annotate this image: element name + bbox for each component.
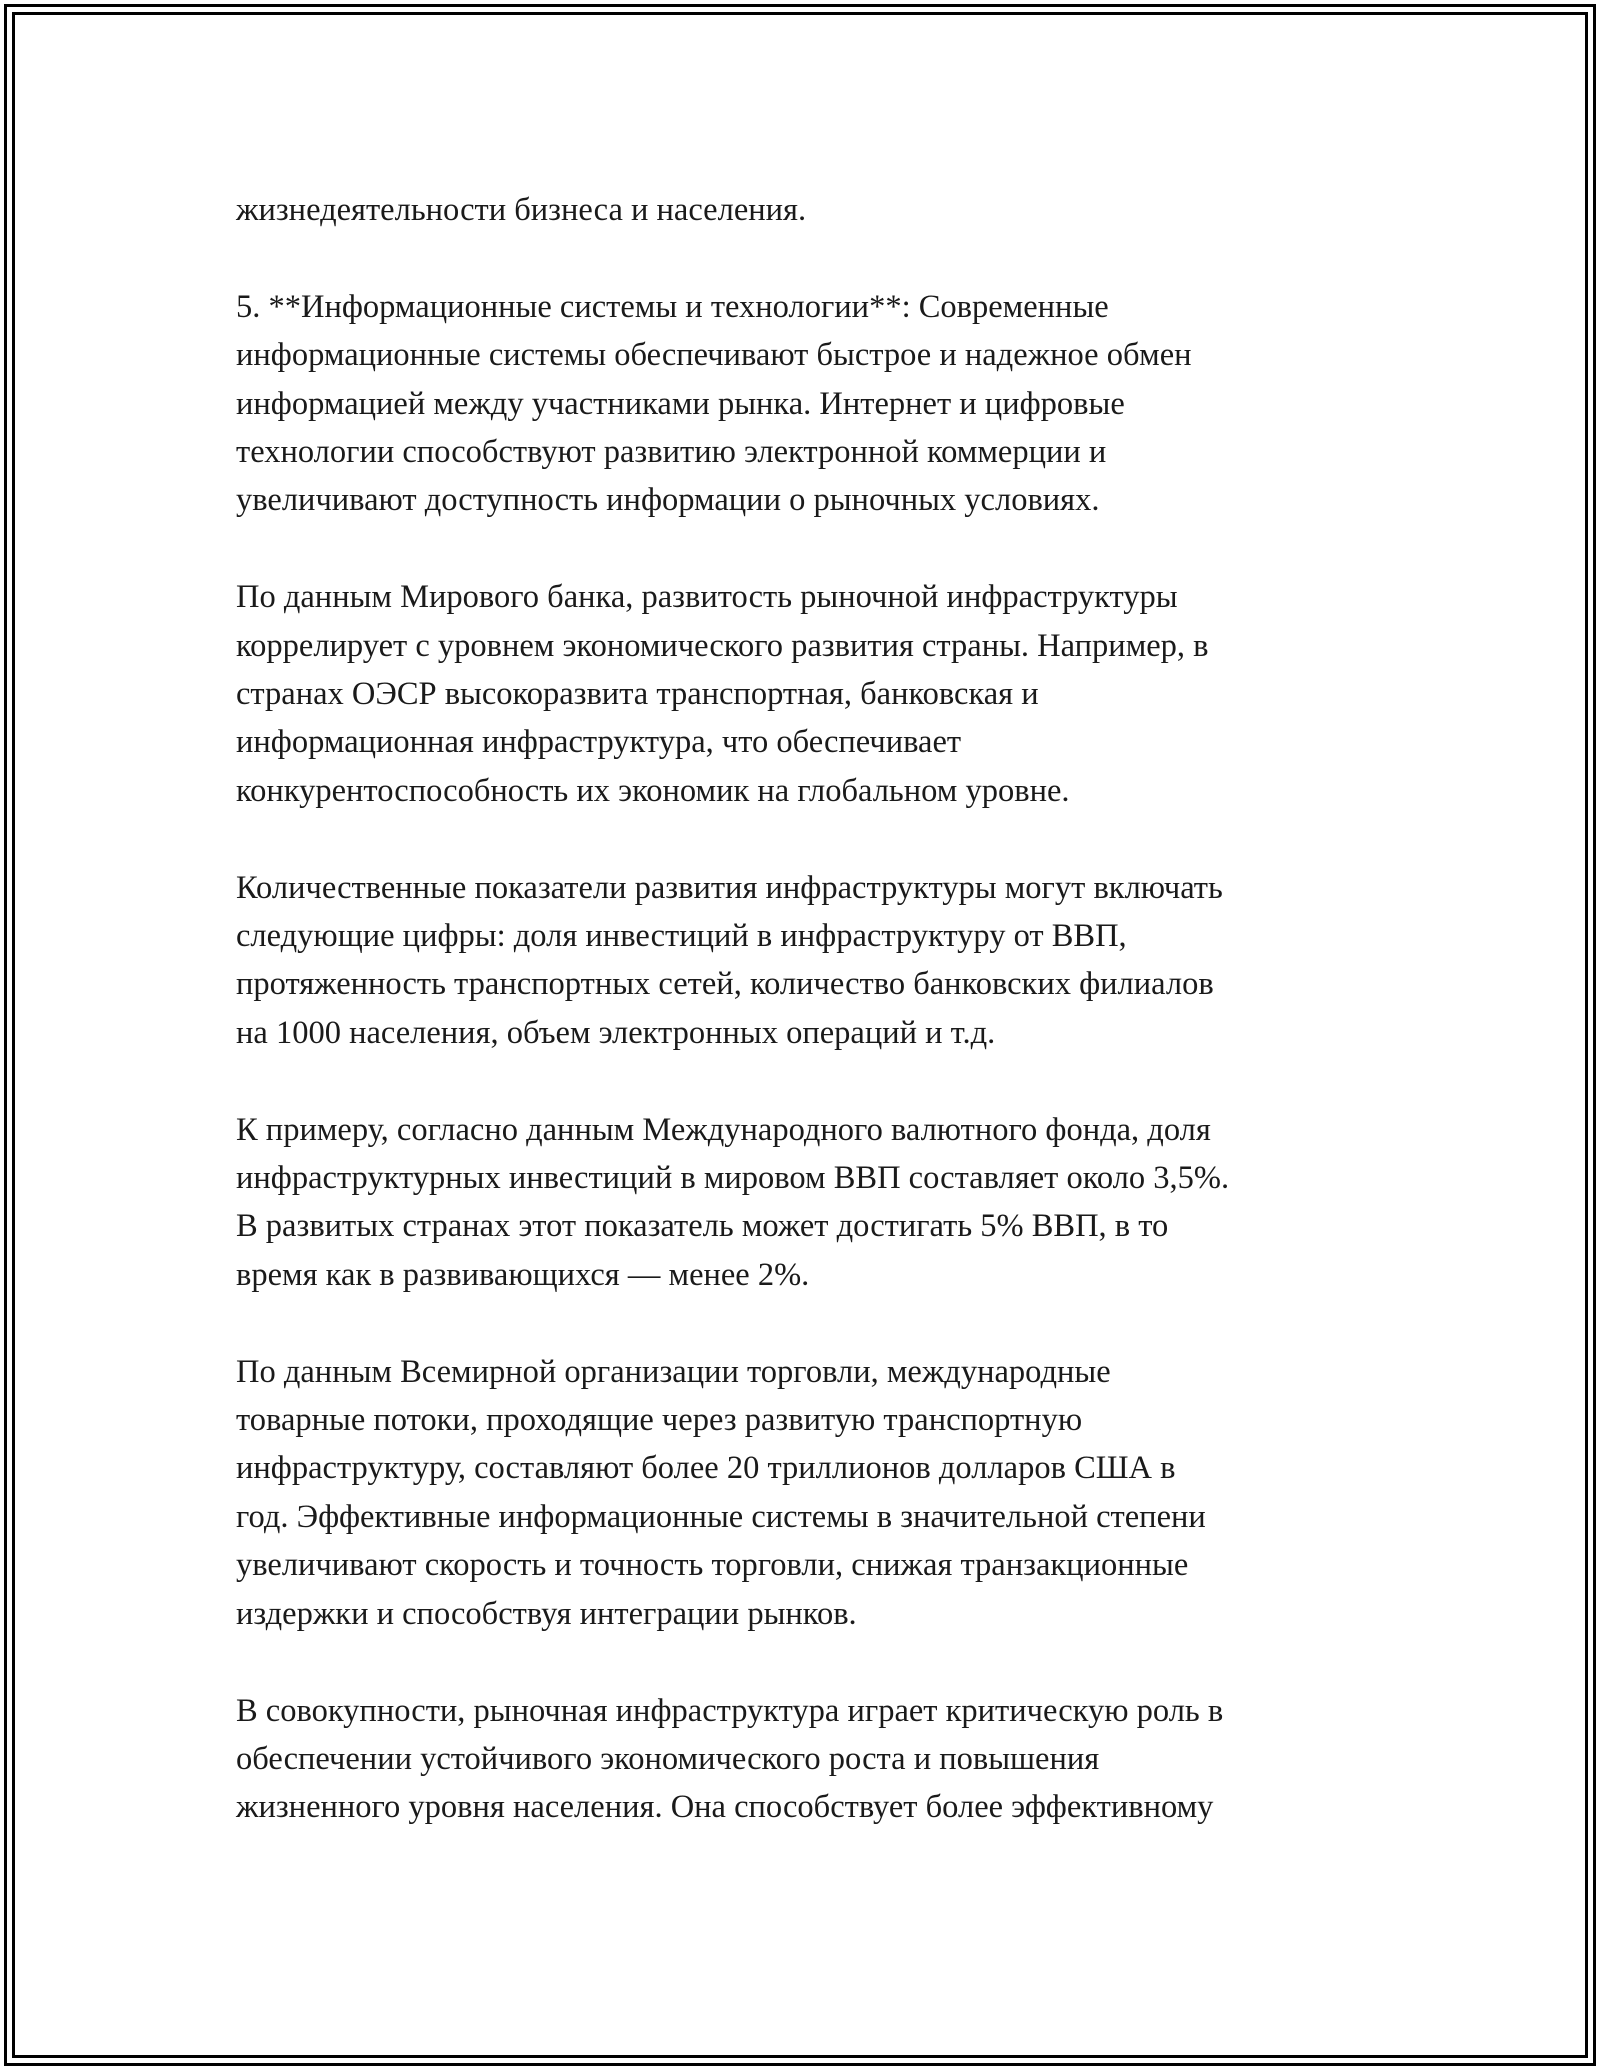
paragraph-world-bank: По данным Мирового банка, развитость рыночной инфраструктуры коррелирует с уровнем экономического развития страны. Например, в странах ОЭСР высокоразвита транспортная, банковская и информационная инфраструктура, что обеспечивает конкурентоспособность их экономик на глобальном уровне. [236, 579, 1209, 809]
paragraph-information-systems: 5. **Информационные системы и технологии**: Современные информационные системы обеспечивают быстрое и надежное обмен информацией между участниками рынка. Интернет и цифровые технологии способствуют развитию электронной коммерции и увеличивают доступность информации о рыночных условиях. [236, 288, 1192, 519]
paragraph-conclusion: В совокупности, рыночная инфраструктура играет критическую роль в обеспечении устойчивого экономического роста и повышения жизненного уровня населения. Она способствует более эффективному [236, 1692, 1224, 1826]
paragraph-imf-data: К примеру, согласно данным Международного валютного фонда, доля инфраструктурных инвестиций в мировом ВВП составляет около 3,5%. В развитых странах этот показатель может достигать 5% ВВП, в то время как в развивающихся — менее 2%. [236, 1111, 1230, 1293]
paragraph-continuation: жизнедеятельности бизнеса и населения. [236, 192, 807, 228]
paragraph-quantitative-indicators: Количественные показатели развития инфраструктуры могут включать следующие цифры: доля инвестиций в инфраструктуру от ВВП, протяженность транспортных сетей, количество банковских филиалов на 1000 населения, объем электронных операций и т.д. [236, 869, 1223, 1051]
document-body [236, 186, 1366, 1832]
paragraph-wto-data: По данным Всемирной организации торговли, международные товарные потоки, проходящие через развитую транспортную инфраструктуру, составляют более 20 триллионов долларов США в год. Эффективные информационные системы в значительной степени увеличивают скорость и точность торговли, снижая транзакционные издержки и способствуя интеграции рынков. [236, 1353, 1206, 1632]
